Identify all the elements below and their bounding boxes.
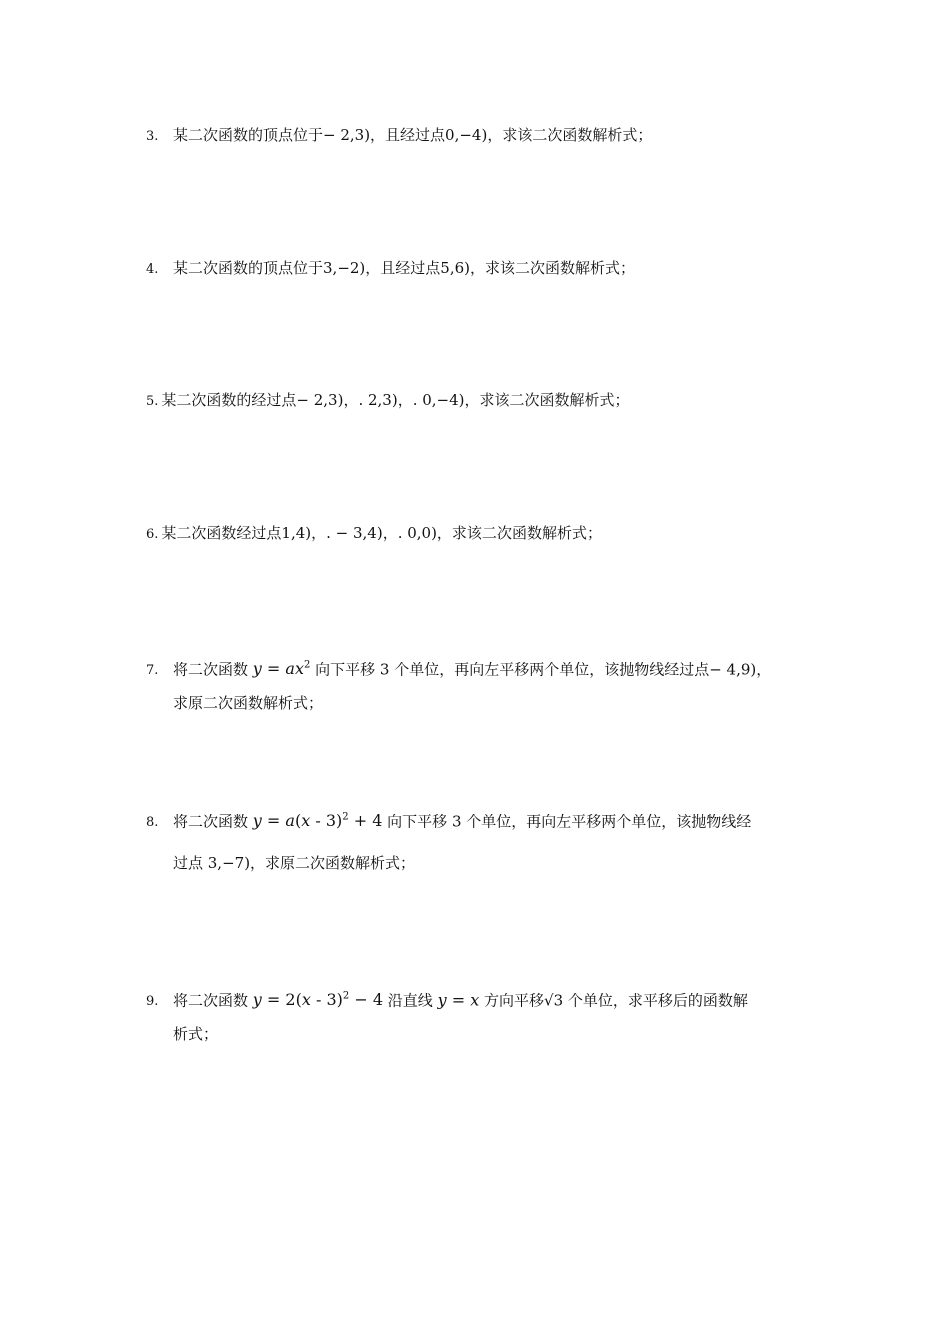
problem-4	[146, 258, 806, 280]
problem-number: 7.	[146, 663, 159, 679]
problem-3	[146, 125, 806, 147]
problem-6	[146, 523, 806, 545]
formula: $y = ax^2$	[252, 659, 311, 679]
problem-text: 将二次函数	[173, 660, 249, 679]
formula-line: y = x	[437, 990, 480, 1010]
problem-text: 某二次函数的顶点位于− 2,3)，且经过点0,−4)，求该二次函数解析式；	[173, 126, 653, 144]
problem-text-continued: 方向平移√3 个单位，求平移后的函数解	[484, 991, 748, 1010]
problem-text: 某二次函数的顶点位于3,−2)，且经过点5,6)，求该二次函数解析式；	[173, 259, 635, 277]
problem-number: 3.	[146, 129, 159, 144]
problem-7	[146, 656, 806, 713]
problem-text-continued: 向下平移 3 个单位，再向左平移两个单位，该抛物线经过点− 4,9)，	[315, 660, 772, 679]
problem-5	[146, 390, 806, 412]
problem-text-continued: 向下平移 3 个单位，再向左平移两个单位，该抛物线经	[387, 812, 752, 831]
problem-number: 5.	[146, 394, 159, 409]
problem-8	[146, 808, 806, 873]
formula: y = 2(x - 3)$^2$ − 4	[252, 990, 384, 1010]
problem-text: 某二次函数的经过点− 2,3)，. 2,3)，. 0,−4)，求该二次函数解析式；	[161, 391, 630, 409]
problem-number: 8.	[146, 815, 159, 831]
problem-text-line2: 求原二次函数解析式；	[173, 694, 324, 713]
problem-number: 6.	[146, 527, 159, 542]
problem-text-line2: 过点 3,−7)，求原二次函数解析式；	[173, 854, 416, 873]
formula: y = a(x - 3)$^2$ + 4	[252, 811, 383, 831]
problem-number: 4.	[146, 262, 159, 277]
problem-9	[146, 987, 806, 1044]
problem-text: 将二次函数	[173, 812, 249, 831]
problem-text-line2: 析式；	[173, 1025, 219, 1044]
problem-number: 9.	[146, 994, 159, 1010]
problem-text: 某二次函数经过点1,4)，. − 3,4)，. 0,0)，求该二次函数解析式；	[161, 524, 602, 542]
problem-text: 将二次函数	[173, 991, 249, 1010]
problem-text-mid: 沿直线	[387, 991, 433, 1010]
